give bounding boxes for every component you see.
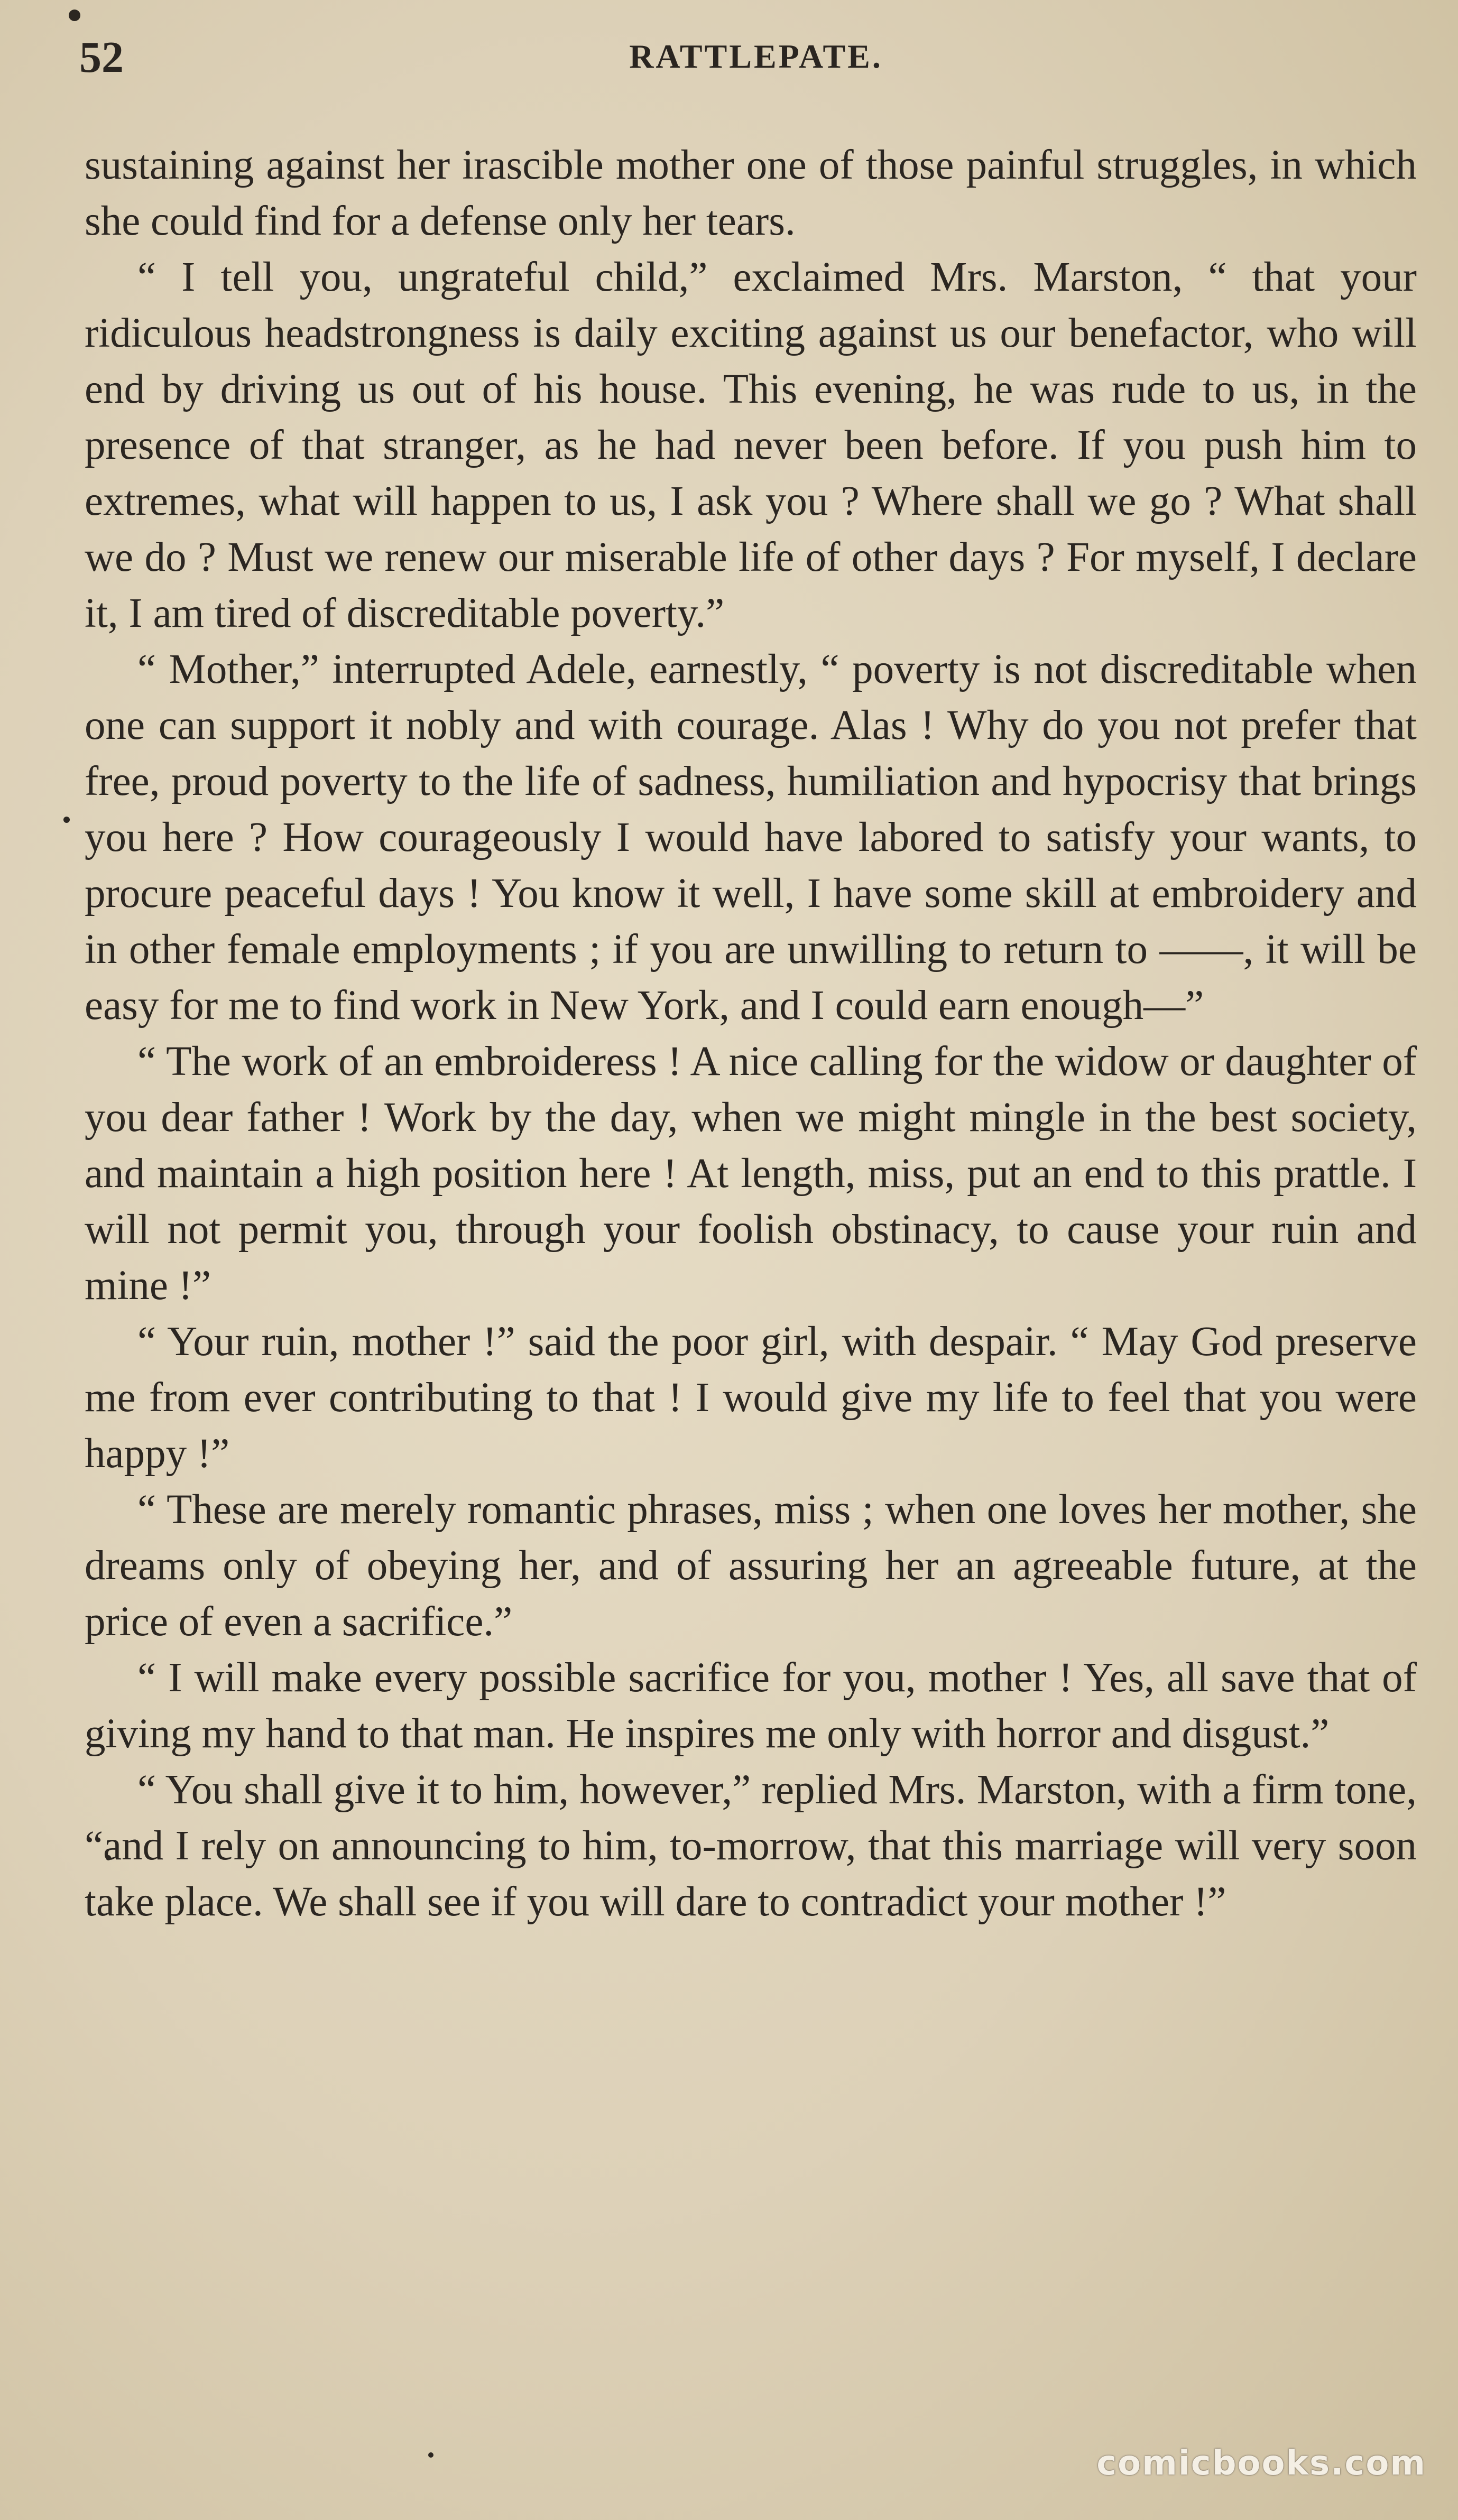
paragraph: “ These are merely romantic phrases, miss ; when one loves her mother, she dreams only of obeying her, and of assuring her an agreeable future, at the price of even a sacrifice.” — [85, 1487, 1417, 1645]
body-text — [85, 137, 1417, 1930]
paragraph: “ Mother,” interrupted Adele, earnestly, “ poverty is not discreditable when one can support it nobly and with courage. Alas ! Why do you not prefer that free, proud poverty to the life of sadness, humiliation and hypocrisy that brings you here ? How courageously I would have labored to satisfy your wants, to procure peaceful days ! You know it well, I have some skill at embroidery and in other female employments ; if you are unwilling to return to ——, it will be easy for me to find work in New York, and I could earn enough—” — [85, 646, 1417, 1029]
page-header — [79, 32, 1433, 90]
ink-speck — [428, 2452, 433, 2458]
paragraph: sustaining against her irascible mother one of those painful struggles, in which she could find for a defense only her tears. — [85, 142, 1417, 244]
paragraph: “ I will make every possible sacrifice for you, mother ! Yes, all save that of giving my hand to that man. He inspires me only with horror and disgust.” — [85, 1655, 1417, 1757]
paragraph: “ Your ruin, mother !” said the poor girl, with despair. “ May God preserve me from ever contributing to that ! I would give my life to feel that you were happy !” — [85, 1319, 1417, 1477]
paragraph: “ I tell you, ungrateful child,” exclaimed Mrs. Marston, “ that your ridiculous headstrongness is daily exciting against us our benefactor, who will end by driving us out of his house. This evening, he was rude to us, in the presence of that stranger, as he had never been before. If you push him to extremes, what will happen to us, I ask you ? Where shall we go ? What shall we do ? Must we renew our miserable life of other days ? For myself, I declare it, I am tired of discreditable poverty.” — [85, 254, 1417, 636]
running-head: RATTLEPATE. — [629, 38, 883, 75]
watermark: comicbooks.com — [1096, 2444, 1426, 2483]
paragraph: “ You shall give it to him, however,” replied Mrs. Marston, with a firm tone, “and I rely on announcing to him, to-morrow, that this marriage will very soon take place. We shall see if you will dare to contradict your mother !” — [85, 1767, 1417, 1925]
ink-speck — [69, 10, 80, 21]
page-number: 52 — [79, 33, 124, 82]
paragraph: “ The work of an embroideress ! A nice calling for the widow or daughter of you dear father ! Work by the day, when we might mingle in the best society, and maintain a high position here ! At length, miss, put an end to this prattle. I will not permit you, through your foolish obstinacy, to cause your ruin and mine !” — [85, 1039, 1417, 1309]
ink-speck — [63, 817, 70, 823]
